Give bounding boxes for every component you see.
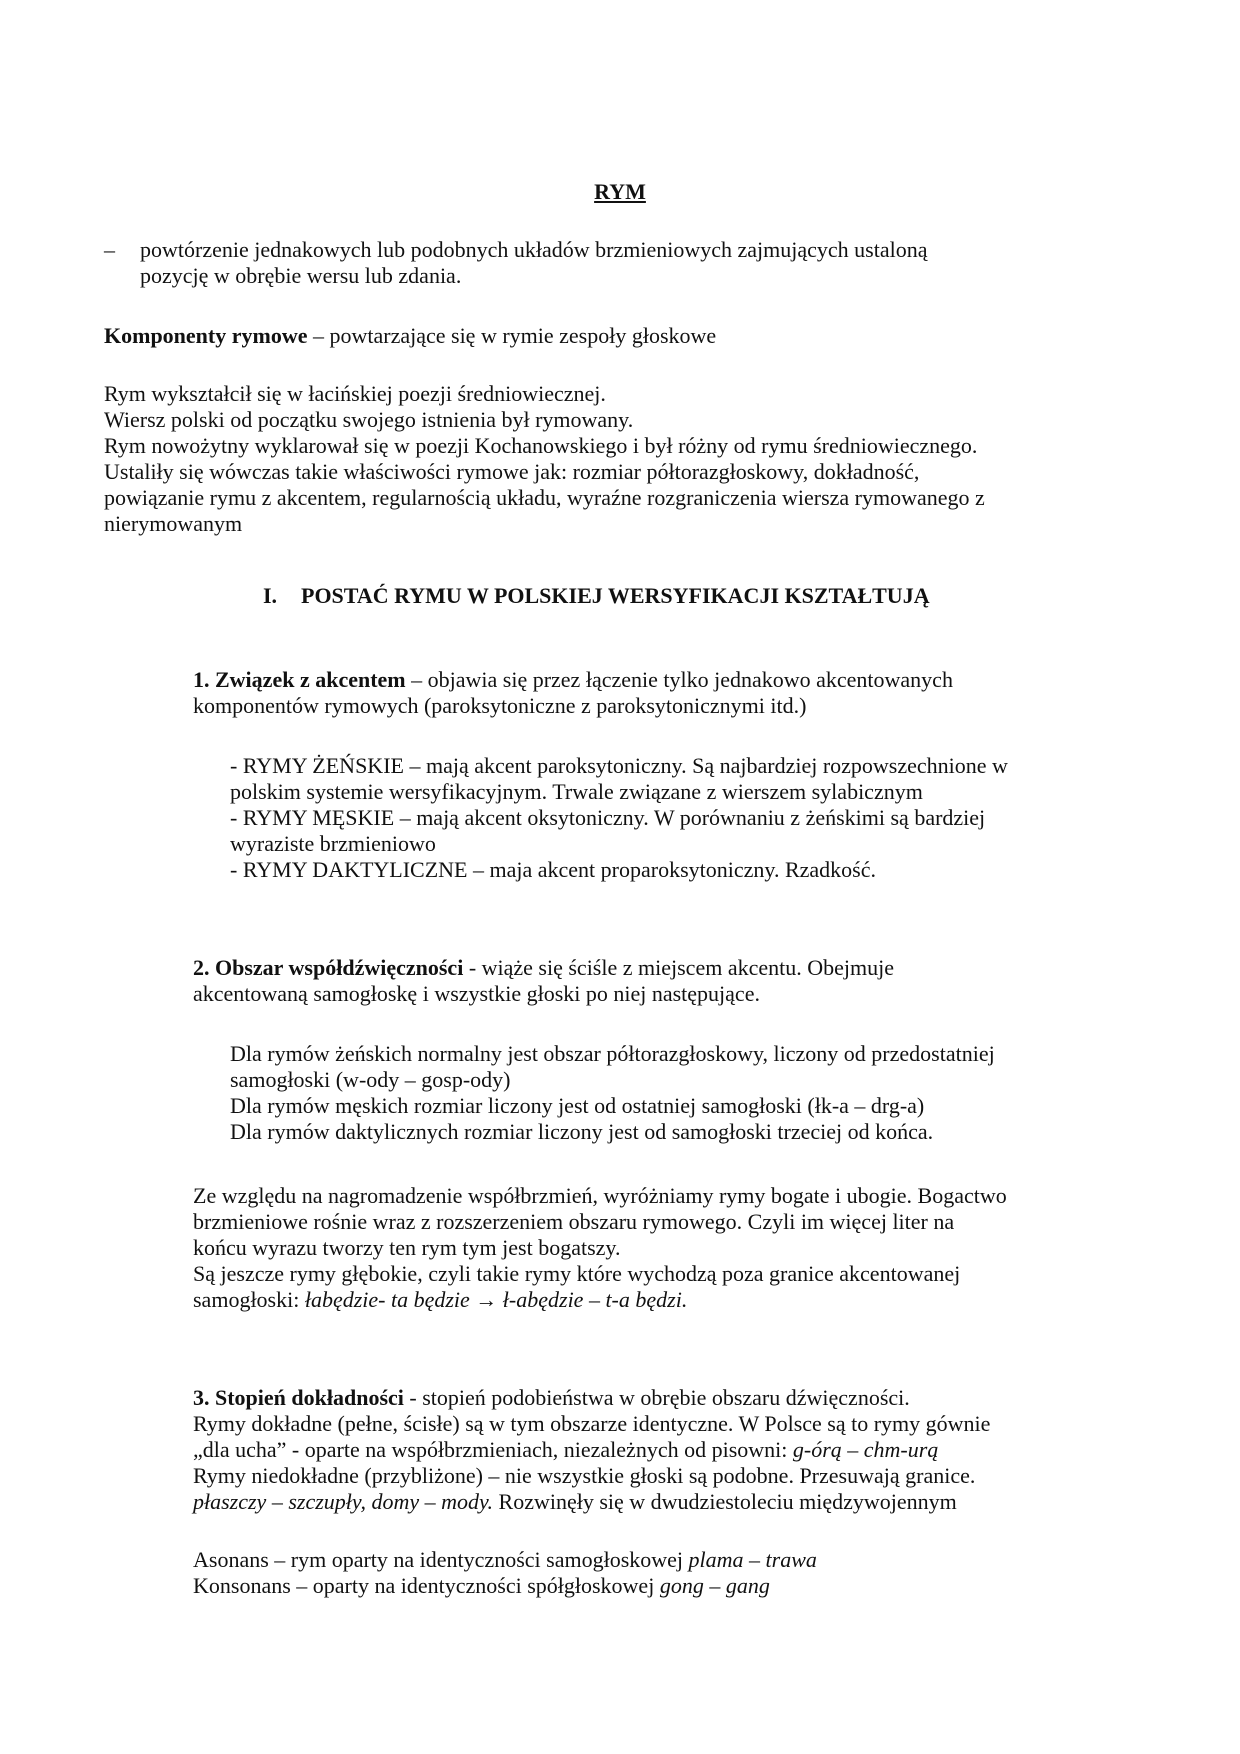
point-1-item-1: - RYMY ŻEŃSKIE – mają akcent paroksytoniczny. Są najbardziej rozpowszechnione w <box>230 753 1008 778</box>
point-3-label: 3. Stopień dokładności <box>193 1385 404 1410</box>
point-2-para-2: brzmieniowe rośnie wraz z rozszerzeniem obszaru rymowego. Czyli im więcej liter na <box>193 1209 955 1234</box>
point-1-item-2: polskim systemie wersyfikacyjnym. Trwale związane z wierszem sylabicznym <box>230 779 923 804</box>
intro-line-2: Wiersz polski od początku swojego istnienia był rymowany. <box>104 407 634 432</box>
point-1-line-1 <box>193 666 953 694</box>
point-3-line-3-prefix: „dla ucha” - oparte na współbrzmieniach, niezależnych od pisowni: <box>193 1437 793 1462</box>
point-2-para-5 <box>193 1286 687 1314</box>
point-1-item-4: wyraziste brzmieniowo <box>230 831 436 856</box>
definition-dash: – <box>104 237 115 262</box>
point-3-text: - stopień podobieństwa w obrębie obszaru dźwięczności. <box>403 1385 910 1410</box>
section-number: I. <box>263 583 278 608</box>
konsonans-definition: Konsonans – oparty na identyczności spółgłoskowej <box>193 1573 660 1598</box>
point-2-item-1: Dla rymów żeńskich normalny jest obszar półtorazgłoskowy, liczony od przedostatniej <box>230 1041 995 1066</box>
point-2-item-2: samogłoski (w-ody – gosp-ody) <box>230 1067 511 1092</box>
asonans-example: plama – trawa <box>688 1547 817 1572</box>
point-2-item-3: Dla rymów męskich rozmiar liczony jest od ostatniej samogłoski (łk-a – drg-a) <box>230 1093 925 1118</box>
point-3-line-5-rest: Rozwinęły się w dwudziestoleciu międzywojennym <box>493 1489 957 1514</box>
point-3-inexact-rhyme-example: płaszczy – szczupły, domy – mody. <box>193 1489 494 1514</box>
point-3-line-4: Rymy niedokładne (przybliżone) – nie wszystkie głoski są podobne. Przesuwają granice. <box>193 1463 976 1488</box>
components-paragraph <box>104 322 716 350</box>
point-1-label: 1. Związek z akcentem <box>193 667 406 692</box>
section-heading <box>263 582 930 610</box>
point-1-item-3: - RYMY MĘSKIE – mają akcent oksytoniczny. W porównaniu z żeńskimi są bardziej <box>230 805 986 830</box>
point-3-line-1 <box>193 1384 910 1412</box>
point-1-line-2: komponentów rymowych (paroksytoniczne z paroksytonicznymi itd.) <box>193 693 807 718</box>
point-2-para-4: Są jeszcze rymy głębokie, czyli takie rymy które wychodzą poza granice akcentowanej <box>193 1261 961 1286</box>
konsonans-example: gong – gang <box>659 1573 770 1598</box>
intro-line-3: Rym nowożytny wyklarował się w poezji Kochanowskiego i był różny od rymu średniowiecznego. <box>104 433 978 458</box>
section-heading-text: POSTAĆ RYMU W POLSKIEJ WERSYFIKACJI KSZTAŁTUJĄ <box>301 583 930 608</box>
intro-line-4: Ustaliły się wówczas takie właściwości rymowe jak: rozmiar półtorazgłoskowy, dokładność, <box>104 459 920 484</box>
definition-line-2: pozycję w obrębie wersu lub zdania. <box>140 263 462 288</box>
point-3-line-2: Rymy dokładne (pełne, ścisłe) są w tym obszarze identyczne. W Polsce są to rymy gównie <box>193 1411 991 1436</box>
asonans-line <box>193 1546 817 1574</box>
point-3-exact-rhyme-example: g-órą – chm-urą <box>792 1437 939 1462</box>
point-2-line-2: akcentowaną samogłoskę i wszystkie głoski po niej następujące. <box>193 981 760 1006</box>
point-2-text: - wiąże się ściśle z miejscem akcentu. Obejmuje <box>463 955 894 980</box>
asonans-definition: Asonans – rym oparty na identyczności samogłoskowej <box>193 1547 689 1572</box>
point-2-label: 2. Obszar współdźwięczności <box>193 955 464 980</box>
intro-line-6: nierymowanym <box>104 511 243 536</box>
point-2-item-4: Dla rymów daktylicznych rozmiar liczony jest od samogłoski trzeciej od końca. <box>230 1119 934 1144</box>
components-description: – powtarzające się w rymie zespoły głoskowe <box>307 323 717 348</box>
point-1-item-5: - RYMY DAKTYLICZNE – maja akcent proparoksytoniczny. Rzadkość. <box>230 857 876 882</box>
point-2-deep-rhyme-example: łabędzie- ta będzie → ł-abędzie – t-a będzi. <box>304 1287 688 1312</box>
point-2-line-1 <box>193 954 894 982</box>
intro-line-5: powiązanie rymu z akcentem, regularnością układu, wyraźne rozgraniczenia wiersza rymowanego z <box>104 485 985 510</box>
konsonans-line <box>193 1572 770 1600</box>
intro-line-1: Rym wykształcił się w łacińskiej poezji średniowiecznej. <box>104 381 606 406</box>
point-2-para-1: Ze względu na nagromadzenie współbrzmień, wyróżniamy rymy bogate i ubogie. Bogactwo <box>193 1183 1007 1208</box>
point-1-text: – objawia się przez łączenie tylko jednakowo akcentowanych <box>405 667 953 692</box>
point-3-line-5 <box>193 1488 957 1516</box>
point-3-line-3 <box>193 1436 938 1464</box>
point-2-para-5-prefix: samogłoski: <box>193 1287 305 1312</box>
document-title: RYM <box>594 179 646 204</box>
components-term: Komponenty rymowe <box>104 323 308 348</box>
definition-line-1: powtórzenie jednakowych lub podobnych układów brzmieniowych zajmujących ustaloną <box>140 237 928 262</box>
point-2-para-3: końcu wyrazu tworzy ten rym tym jest bogatszy. <box>193 1235 621 1260</box>
